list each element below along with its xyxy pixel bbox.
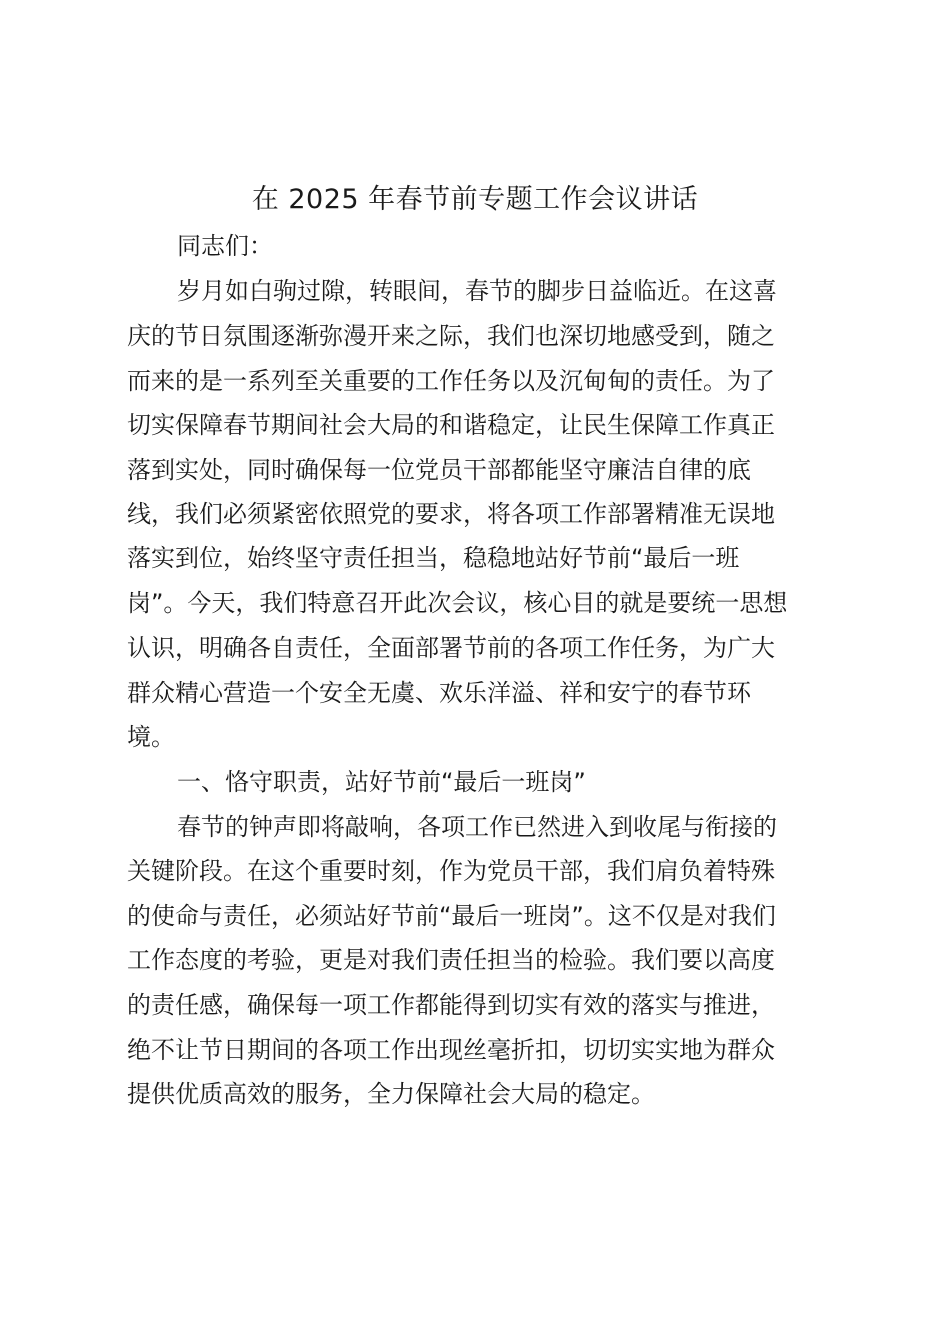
greeting-line: 同志们：	[177, 232, 273, 260]
document-title: 在 2025 年春节前专题工作会议讲话	[251, 184, 699, 215]
paragraph-line: 线，我们必须紧密依照党的要求，将各项工作部署精准无误地	[127, 500, 775, 528]
paragraph-line: 工作态度的考验，更是对我们责任担当的检验。我们要以高度	[127, 946, 775, 974]
paragraph-line: 关键阶段。在这个重要时刻，作为党员干部，我们肩负着特殊	[127, 857, 775, 885]
paragraph-line: 岁月如白驹过隙，转眼间，春节的脚步日益临近。在这喜	[177, 277, 777, 305]
paragraph-line: 认识，明确各自责任，全面部署节前的各项工作任务，为广大	[127, 634, 775, 662]
paragraph-line: 庆的节日氛围逐渐弥漫开来之际，我们也深切地感受到，随之	[127, 322, 775, 350]
section-heading: 一、恪守职责，站好节前“最后一班岗”	[177, 768, 586, 796]
paragraph-line: 的使命与责任，必须站好节前“最后一班岗”。这不仅是对我们	[127, 902, 776, 930]
paragraph-line: 绝不让节日期间的各项工作出现丝毫折扣，切切实实地为群众	[127, 1036, 775, 1064]
paragraph-line: 岗”。今天，我们特意召开此次会议，核心目的就是要统一思想	[127, 589, 788, 617]
paragraph-line: 境。	[127, 723, 175, 751]
paragraph-line: 提供优质高效的服务，全力保障社会大局的稳定。	[127, 1080, 655, 1108]
paragraph-line: 而来的是一系列至关重要的工作任务以及沉甸甸的责任。为了	[127, 367, 775, 395]
paragraph-line: 落实到位，始终坚守责任担当，稳稳地站好节前“最后一班	[127, 544, 740, 572]
paragraph-line: 春节的钟声即将敲响，各项工作已然进入到收尾与衔接的	[177, 813, 777, 841]
paragraph-line: 落到实处，同时确保每一位党员干部都能坚守廉洁自律的底	[127, 456, 751, 484]
paragraph-line: 的责任感，确保每一项工作都能得到切实有效的落实与推进，	[127, 991, 775, 1019]
paragraph-line: 切实保障春节期间社会大局的和谐稳定，让民生保障工作真正	[127, 411, 775, 439]
paragraph-line: 群众精心营造一个安全无虞、欢乐洋溢、祥和安宁的春节环	[127, 679, 751, 707]
